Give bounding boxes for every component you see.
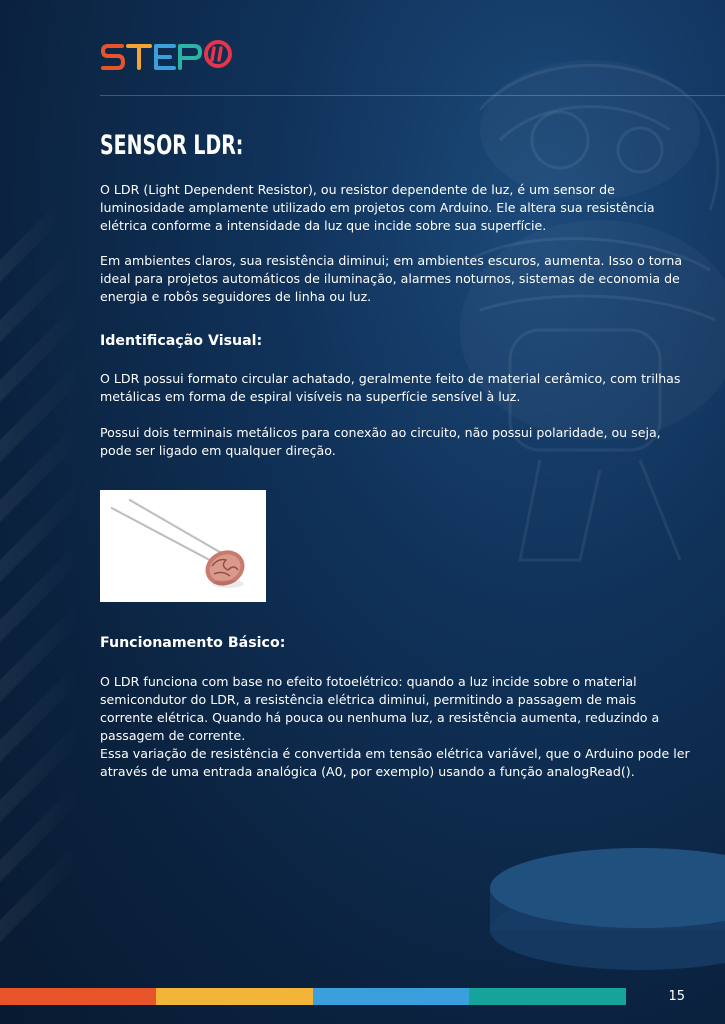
intro-paragraph-1: O LDR (Light Dependent Resistor), ou resistor dependente de luz, é um sensor de luminosidade amplamente utilizado em projetos com Arduino. Ele altera sua resistência elétrica conforme a intensidade da luz que incide sobre sua superfície. [100, 182, 655, 233]
intro-paragraph-2: Em ambientes claros, sua resistência diminui; em ambientes escuros, aumenta. Isso o torna ideal para projetos automáticos de iluminação, alarmes noturnos, sistemas de economia de energia e robôs seguidores de linha ou luz. [100, 253, 683, 304]
basic-operation-heading: Funcionamento Básico: [100, 635, 286, 651]
logo-letter-s [103, 46, 123, 68]
footer-bar-orange [0, 988, 156, 1005]
logo-letter-e [156, 46, 174, 68]
footer-color-bar [0, 988, 626, 1005]
step-logo [100, 38, 234, 78]
footer-bar-blue [313, 988, 469, 1005]
footer-bar-yellow [156, 988, 313, 1005]
visual-paragraph-1: O LDR possui formato circular achatado, geralmente feito de material cerâmico, com trilhas metálicas em forma de espiral visíveis na superfície sensível à luz. [100, 371, 681, 404]
visual-paragraph-2: Possui dois terminais metálicos para conexão ao circuito, não possui polaridade, ou seja, pode ser ligado em qualquer direção. [100, 425, 661, 458]
page-title: SENSOR LDR: [100, 130, 244, 161]
header-divider [100, 95, 725, 96]
page-number: 15 [668, 989, 685, 1004]
basic-paragraph-1: O LDR funciona com base no efeito fotoelétrico: quando a luz incide sobre o material semicondutor do LDR, a resistência elétrica diminui, permitindo a passagem de mais corrente elétrica. Quando há pouca ou nenhuma luz, a resistência aumenta, reduzindo a passagem de corrente. [100, 674, 660, 743]
ldr-photo [100, 490, 266, 602]
visual-identification-heading: Identificação Visual: [100, 333, 263, 349]
logo-badge-icon [206, 42, 230, 66]
logo-letter-t [128, 46, 150, 68]
footer-bar-teal [469, 988, 626, 1005]
basic-paragraph-2: Essa variação de resistência é convertida em tensão elétrica variável, que o Arduino pode ler através de uma entrada analógica (A0, por exemplo) usando a função analogRead(). [100, 746, 690, 779]
ldr-sensor-icon [100, 490, 266, 602]
logo-letter-p [180, 46, 200, 68]
